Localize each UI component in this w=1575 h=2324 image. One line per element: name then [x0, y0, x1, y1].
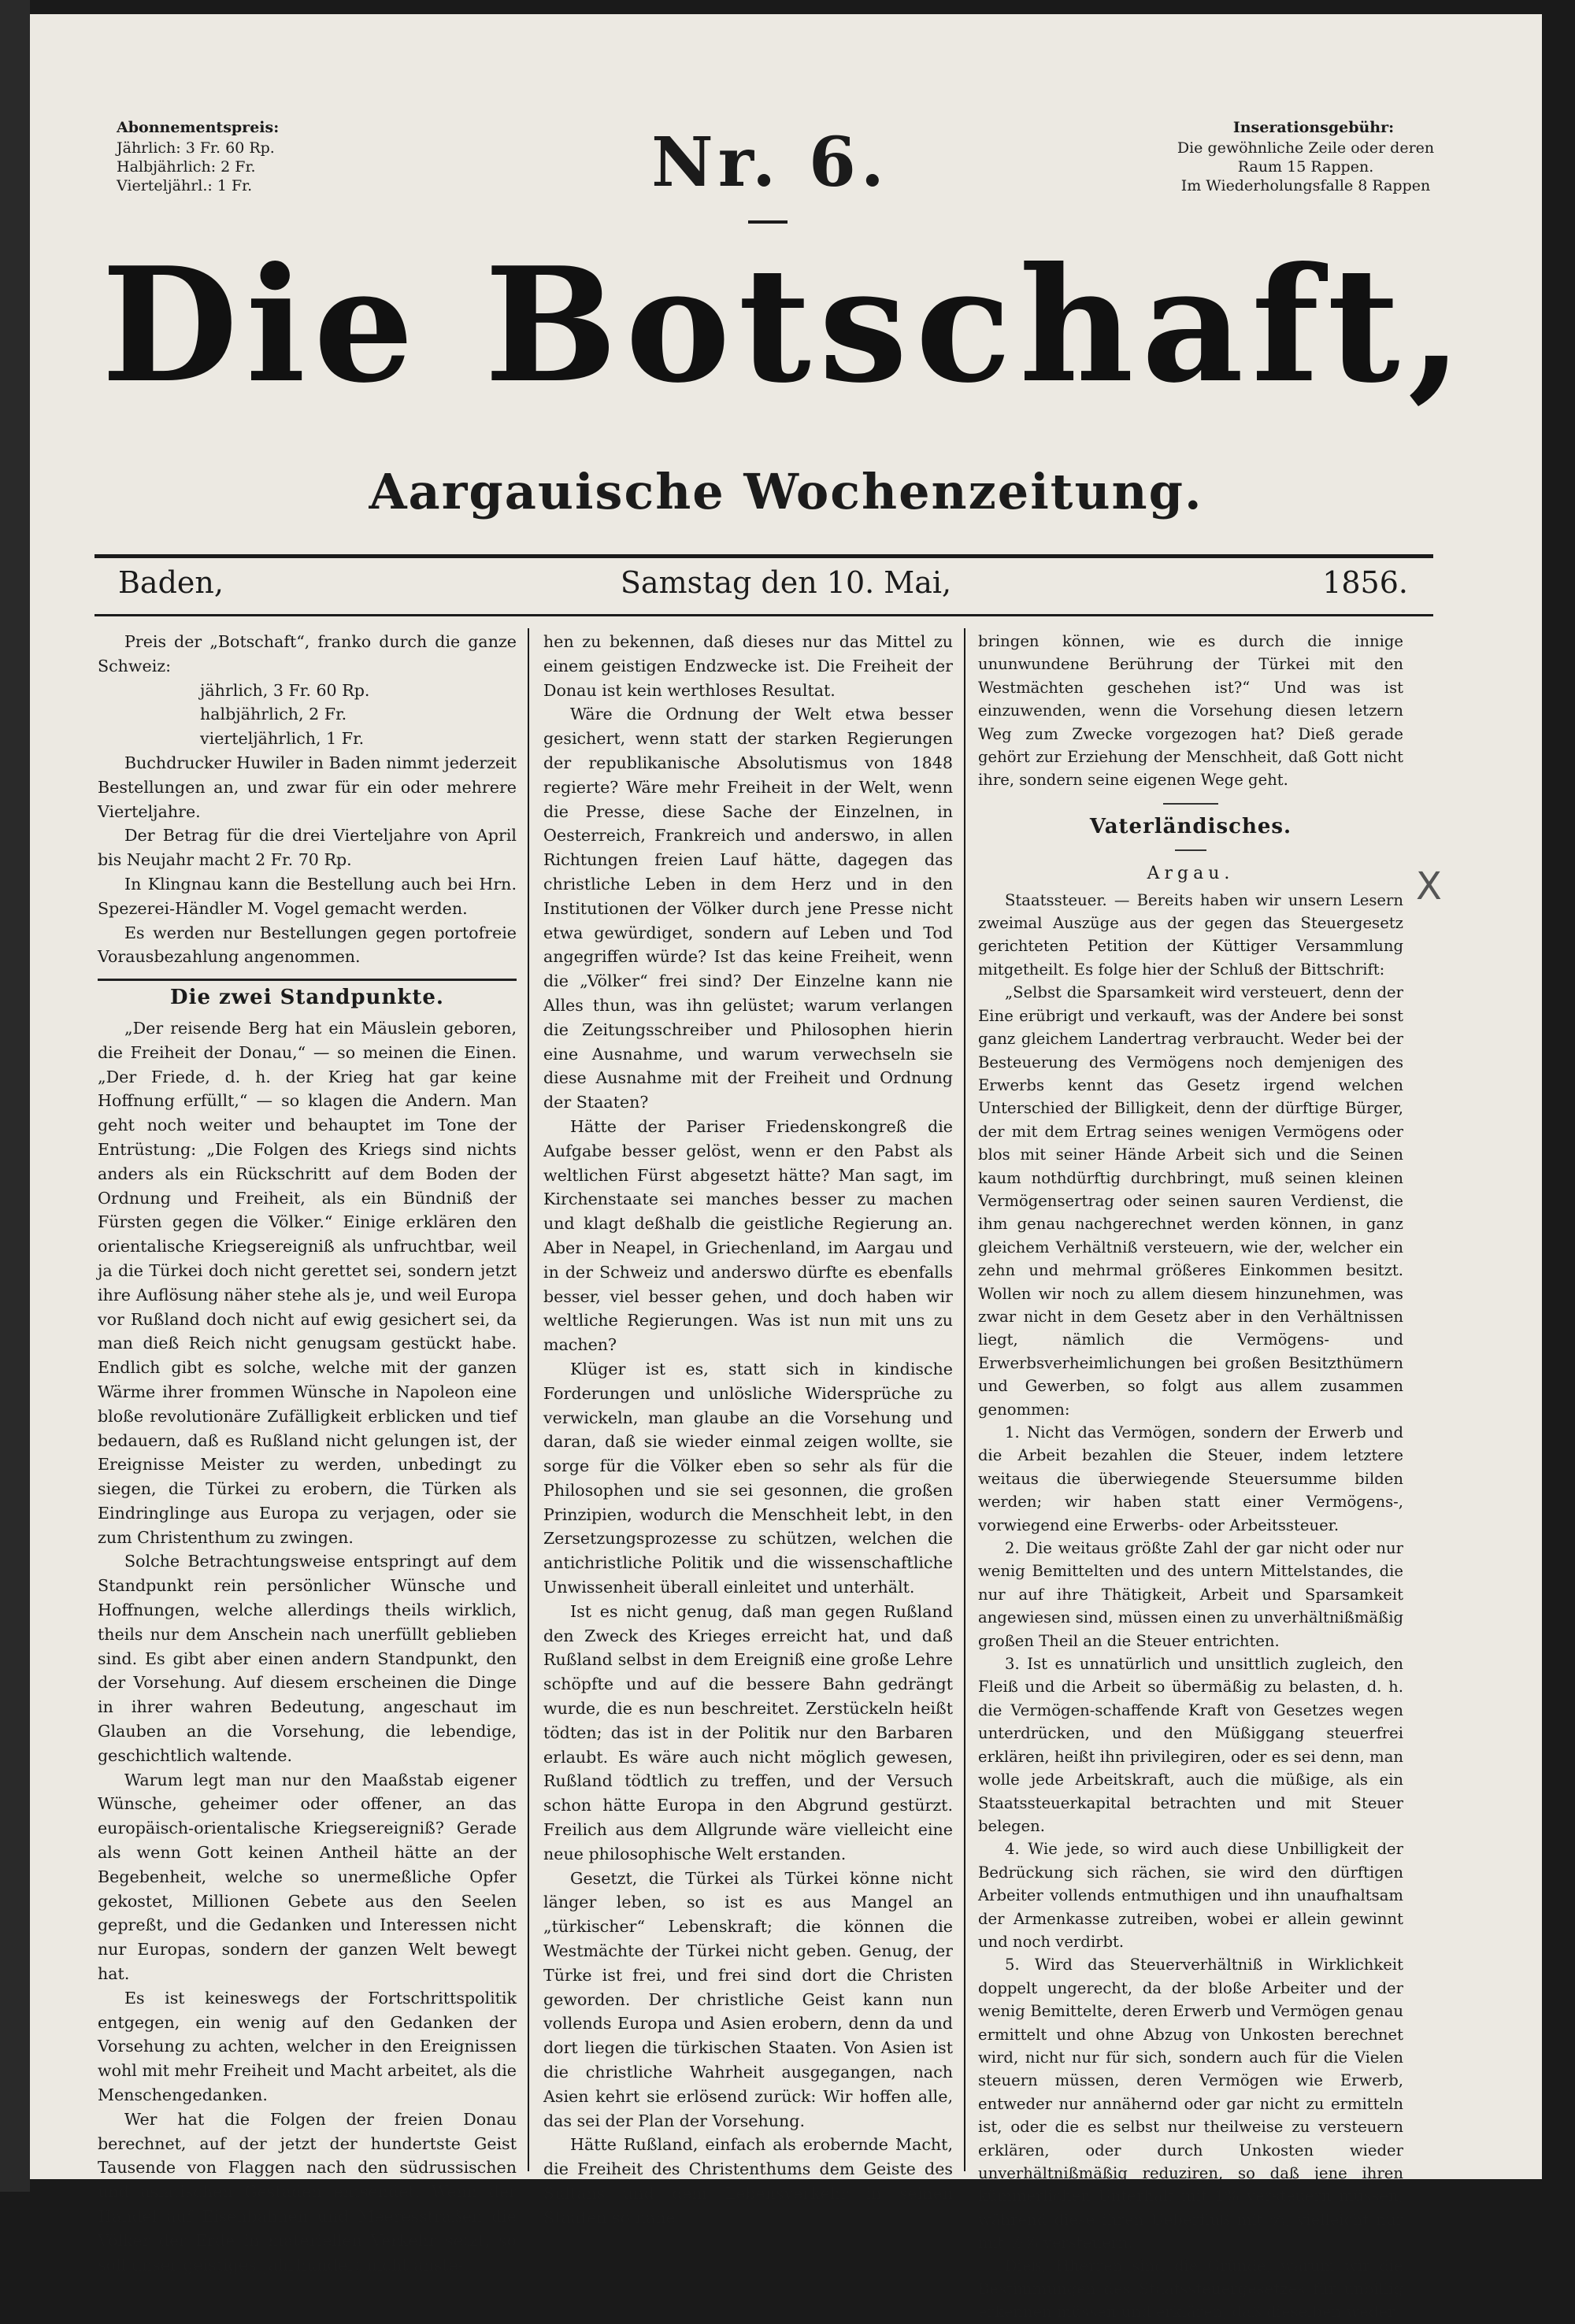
subscription-line: Halbjährlich: 2 Fr.: [117, 158, 256, 176]
article-paragraph: 5. Wird das Steuerverhältniß in Wirklichkeit doppelt ungerecht, da der bloße Arbeiter und der wenig Bemittelte, deren Erwerb und Vermögen genau ermittelt und ohne Abzug von Unkosten berechnet wird, nicht nur für sich, sondern auch für die Vielen steuern müssen, deren Vermögen wie Erwerb, entweder nur annähernd oder gar nicht zu ermitteln ist, oder die es selbst nur theilweise zu versteuern erklären, oder durch Unkosten wieder unverhältnißmäßig reduziren, so daß jene ihren kümmerlichen Unterhalt mit 1% versteuern müssen, während diese ihren Ueberfluß mit ¾, vielleicht nur mit ½% versteuern.: [978, 1956, 1403, 2252]
dateline-rule-bottom: [94, 614, 1433, 616]
section-subheading: Argau.: [1147, 864, 1235, 884]
dateline-rule-top: [94, 554, 1433, 558]
notice-line: Preis der „Botschaft“, franko durch die ganze Schweiz:: [98, 632, 517, 675]
dateline-place: Baden,: [118, 565, 224, 600]
article-paragraph: 2. Die weitaus größte Zahl der gar nicht oder nur wenig Bemittelten und des untern Mittelstandes, die nur auf ihre Thätigkeit, Arbeit und Sparsamkeit angewiesen sind, müssen einen zu unverhältnißmäßig großen Theil an die Steuer entrichten.: [978, 1539, 1403, 1650]
insertion-box: [1125, 139, 1487, 195]
article-paragraph: Warum legt man nur den Maaßstab eigener Wünsche, geheimer oder offener, an das europäisch-orientalische Kriegsereigniß? Gerade als wenn Gott keinen Antheil hätte an der Begebenheit, welche so unermeßliche Opfer gekostet, Millionen Gebete aus den Seelen gepreßt, und die Gedanken und Interessen nicht nur Europas, sondern der ganzen Welt bewegt hat.: [98, 1770, 517, 1984]
subscription-line: Jährlich: 3 Fr. 60 Rp.: [117, 139, 275, 157]
article-paragraph: „Der reisende Berg hat ein Mäuslein geboren, die Freiheit der Donau,“ — so meinen die Einen. „Der Friede, d. h. der Krieg hat gar keine Hoffnung erfüllt,“ — so klagen die Andern. Man geht noch weiter und behauptet im Tone der Entrüstung: „Die Folgen des Kriegs sind nichts anders als ein Rückschritt auf dem Boden der Ordnung und Freiheit, als ein Bündniß der Fürsten gegen die Völker.“ Einige erklären den orientalische Kriegsereigniß als unfruchtbar, weil ja die Türkei doch nicht gerettet sei, sondern jetzt ihre Auflösung näher stehe als je, und weil Europa vor Rußland doch nicht auf ewig gesichert sei, da man dieß Reich nicht genugsam gestückt habe. Endlich gibt es solche, welche mit der ganzen Wärme ihrer frommen Wünsche in Napoleon eine bloße revolutionäre Zufälligkeit erblicken und tief bedauern, daß es Rußland nicht gelungen ist, der Ereignisse Meister zu werden, unbedingt zu siegen, die Türkei zu erobern, die Türken als Eindringlinge aus Europa zu verjagen, oder sie zum Christenthum zu zwingen.: [98, 1018, 517, 1547]
article-paragraph: 1. Nicht das Vermögen, sondern der Erwerb und die Arbeit bezahlen die Steuer, indem letztere weitaus die überwiegende Steuersumme bilden werden; wir haben statt einer Vermögens-, vorwiegend eine Erwerbs- oder Arbeitssteuer.: [978, 1423, 1403, 1534]
scan-edge: [0, 0, 30, 2192]
section-separator: [1163, 803, 1218, 805]
issue-number: Nr. 6.: [651, 123, 889, 202]
insertion-line: Im Wiederholungsfalle 8 Rappen: [1180, 177, 1431, 194]
insertion-line: Die gewöhnliche Zeile oder deren: [1177, 139, 1435, 157]
dateline-date: Samstag den 10. Mai,: [620, 565, 952, 600]
article-paragraph: Solche Betrachtungsweise entspringt auf dem Standpunkt rein persönlicher Wünsche und Hoffnungen, welche allerdings theils wirklich, theils nur dem Anschein nach unerfüllt geblieben sind. Es gibt aber einen andern Standpunkt, den der Vorsehung. Auf diesem erscheinen die Dinge in ihrer wahren Bedeutung, angeschaut im Glauben an die Vorsehung, die lebendige, geschichtlich waltende.: [98, 1552, 517, 1765]
article-paragraph: Es ist keineswegs der Fortschrittspolitik entgegen, ein wenig auf den Gedanken der Vorsehung zu achten, welcher in den Ereignissen wohl mit mehr Freiheit und Macht arbeitet, als die Menschengedanken.: [98, 1988, 517, 2105]
column-divider: [964, 628, 965, 2171]
section-separator: [1175, 849, 1206, 851]
notice-line: halbjährlich, 2 Fr.: [200, 705, 347, 724]
section-rule: [98, 979, 517, 981]
newspaper-page: [30, 14, 1542, 2322]
article-paragraph: 4. Wie jede, so wird auch diese Unbilligkeit der Bedrückung sich rächen, sie wird den dürftigen Arbeiter vollends entmuthigen und ihn unaufhaltsam der Armenkasse zutreiben, wobei er allein gewinnt und noch verdirbt.: [978, 1840, 1403, 1951]
article-paragraph: 3. Ist es unnatürlich und unsittlich zugleich, den Fleiß und die Arbeit so übermäßig zu belasten, d. h. die Vermögen-schaffende Kraft von Gesetzes wegen unterdrücken, und den Müßiggang steuerfrei erklären, heißt ihn privilegiren, oder es sei denn, man wolle jede Arbeitskraft, auch die müßige, als ein Staatssteuerkapital betrachten und mit Steuer belegen.: [978, 1655, 1403, 1835]
notice-line: In Klingnau kann die Bestellung auch bei Hrn. Spezerei-Händler M. Vogel gemacht werden.: [98, 874, 517, 918]
subscription-heading: Abonnementspreis:: [117, 119, 280, 136]
article-paragraph: Wäre die Ordnung der Welt etwa besser gesichert, wenn statt der starken Regierungen der republikanische Absolutismus von 1848 regierte? Wäre mehr Freiheit in der Welt, wenn die Presse, diese Sache der Einzelnen, in Oesterreich, Frankreich und anderswo, in allen Richtungen freien Lauf hätte, dagegen das christliche Leben in dem Herz und in den Institutionen der Völker durch jene Presse nicht etwa gewürdiget, sondern auf Leben und Tod angegriffen würde? Ist das keine Freiheit, wenn die „Völker“ frei sind? Der Einzelne kann nie Alles thun, was ihn gelüstet; warum verlangen die Zeitungsschreiber und Philosophen hierin eine Ausnahme, und warum verwechseln sie diese Ausnahme mit der Freiheit und Ordnung der Staaten?: [543, 705, 953, 1112]
article-paragraph: Ist es nicht genug, daß man gegen Rußland den Zweck des Krieges erreicht hat, und daß Rußland selbst in dem Ereigniß eine große Lehre schöpfte und auf die bessere Bahn gedrängt wurde, die es nun beschreitet. Zerstückeln heißt tödten; das ist in der Politik nur den Barbaren erlaubt. Es wäre auch nicht möglich gewesen, Rußland tödtlich zu treffen, und der Versuch schon hätte Europa in den Abgrund gestürzt. Freilich aus dem Allgrunde wäre vielleicht eine neue philosophische Welt erstanden.: [543, 1601, 953, 1863]
section-heading: Vaterländisches.: [1089, 814, 1292, 838]
article-paragraph: Wer hat die Folgen der freien Donau berechnet, auf der jetzt der hundertste Geist Tausende von Flaggen nach den südrussischen und asiatischen Gestaden entsendet. Wenn der Handel auf Eisenbahnen und Meeresstraßen die Völker der Erde in materiellen Verkehr setzt, so soll unser geistiges Jahrhundert nicht anste-: [98, 2109, 517, 2274]
column-3: [978, 630, 1403, 2322]
article-paragraph: Dieß, Hherren sind die Gründe, warum wir die Bestimmungen des Staatssteuergesetzes für unbillig erkennen müssen und erklären, daß dieselben weder: [978, 2256, 1403, 2322]
notice-line: vierteljährlich, 1 Fr.: [200, 729, 365, 749]
article-paragraph: bringen können, wie es durch die innige ununwundene Berührung der Türkei mit den Westmächten geschehen ist?“ Und was ist einzuwenden, wenn die Vorsehung diesen letzern Weg zum Zwecke vorgezogen hat? Dieß gerade gehört zur Erziehung der Menschheit, daß Gott nicht ihre, sondern seine eigenen Wege geht.: [978, 632, 1403, 790]
column-1: [98, 630, 517, 2274]
article-paragraph: „Selbst die Sparsamkeit wird versteuert, denn der Eine erübrigt und verkauft, was der Andere bei sonst ganz gleichem Landertrag verbraucht. Weder bei der Besteuerung des Vermögens noch demjenigen des Erwerbs kennt das Gesetz irgend welchen Unterschied der Billigkeit, denn der dürftige Bürger, der mit dem Ertrag seines wenigen Vermögens oder blos mit seiner Hände Arbeit sich und die Seinen kaum nothdürftig durchbringt, muß seinen kleinen Vermögensertrag oder seinen sauren Verdienst, die ihm genau nachgerechnet werden können, in ganz gleichem Verhältniß versteuern, wie der, welcher ein zehn und mehrmal größeres Einkommen besitzt. Wollen wir noch zu allem diesem hinzunehmen, was zwar nicht in dem Gesetz aber in den Verhältnissen liegt, nämlich die Vermögens- und Erwerbsverheimlichungen bei großen Besitzthümern und Gewerben, so folgt aus allem zusammen genommen:: [978, 983, 1403, 1419]
column-divider: [528, 628, 529, 2171]
dateline-year: 1856.: [1322, 565, 1408, 600]
notice-line: jährlich, 3 Fr. 60 Rp.: [200, 680, 370, 700]
notice-line: Buchdrucker Huwiler in Baden nimmt jederzeit Bestellungen an, und zwar für ein oder mehrere Vierteljahre.: [98, 753, 517, 821]
article-paragraph: hen zu bekennen, daß dieses nur das Mittel zu einem geistigen Endzwecke ist. Die Freiheit der Donau ist kein werthloses Resultat.: [543, 632, 953, 700]
article-paragraph: Klüger ist es, statt sich in kindische Forderungen und unlösliche Widersprüche zu verwickeln, man glaube an die Vorsehung und daran, daß sie wieder einmal zeigen wollte, sie sorge für die Völker eben so sehr als für die Philosophen und sie sei gesonnen, die großen Prinzipien, wodurch die Menschheit lebt, in den Zersetzungsprozesse zu schützen, welchen die antichristliche Politik und die wissenschaftliche Unwissenheit überall einleitet und unterhält.: [543, 1359, 953, 1597]
masthead-ornament: [748, 220, 788, 224]
notice-line: Der Betrag für die drei Vierteljahre von April bis Neujahr macht 2 Fr. 70 Rp.: [98, 826, 517, 870]
article-paragraph: Hätte der Pariser Friedenskongreß die Aufgabe besser gelöst, wenn er den Pabst als weltlichen Fürst abgesetzt hätte? Man sagt, im Kirchenstaate sei manches besser zu machen und klagt deßhalb die geistliche Regierung an. Aber in Neapel, in Griechenland, im Aargau und in der Schweiz und anderswo dürfte es ebenfalls besser, viel besser gehen, und doch haben wir weltliche Regierungen. Was ist nun mit uns zu machen?: [543, 1116, 953, 1355]
pencil-mark: X: [1416, 864, 1442, 909]
article-paragraph: Staatssteuer. — Bereits haben wir unsern Lesern zweimal Auszüge aus der gegen das Steuergesetz gerichteten Petition der Küttiger Versammlung mitgetheilt. Es folge hier der Schluß der Bittschrift:: [978, 890, 1403, 979]
masthead-title: Die Botschaft,: [101, 233, 1471, 418]
article-paragraph: Gesetzt, die Türkei als Türkei könne nicht länger leben, so ist es aus Mangel an „türkischer“ Lebenskraft; die können die Westmächte der Türkei nicht geben. Genug, der Türke ist frei, und frei sind dort die Christen geworden. Der christliche Geist kann nun vollends Europa und Asien erobern, denn da und dort liegen die türkischen Staaten. Von Asien ist die christliche Wahrheit ausgegangen, nach Asien kehrt sie erlösend zurück: Wir hoffen alle, das sei der Plan der Vorsehung.: [543, 1868, 953, 2130]
insertion-line: Raum 15 Rappen.: [1237, 158, 1374, 176]
masthead-subtitle: Aargauische Wochenzeitung.: [369, 463, 1203, 520]
subscription-line: Vierteljährl.: 1 Fr.: [117, 177, 253, 194]
subscription-box: [117, 139, 353, 195]
insertion-heading: Inserationsgebühr:: [1232, 119, 1395, 136]
article-heading: Die zwei Standpunkte.: [170, 986, 444, 1010]
article-paragraph: Hätte Rußland, einfach als erobernde Macht, die Freiheit des Christenthums dem Geiste des Sultans und dem Lebensverkehr in seinen Staaten so nahe: [543, 2135, 953, 2227]
notice-line: Es werden nur Bestellungen gegen portofreie Vorausbezahlung angenommen.: [98, 923, 517, 967]
column-2: [543, 630, 953, 2227]
